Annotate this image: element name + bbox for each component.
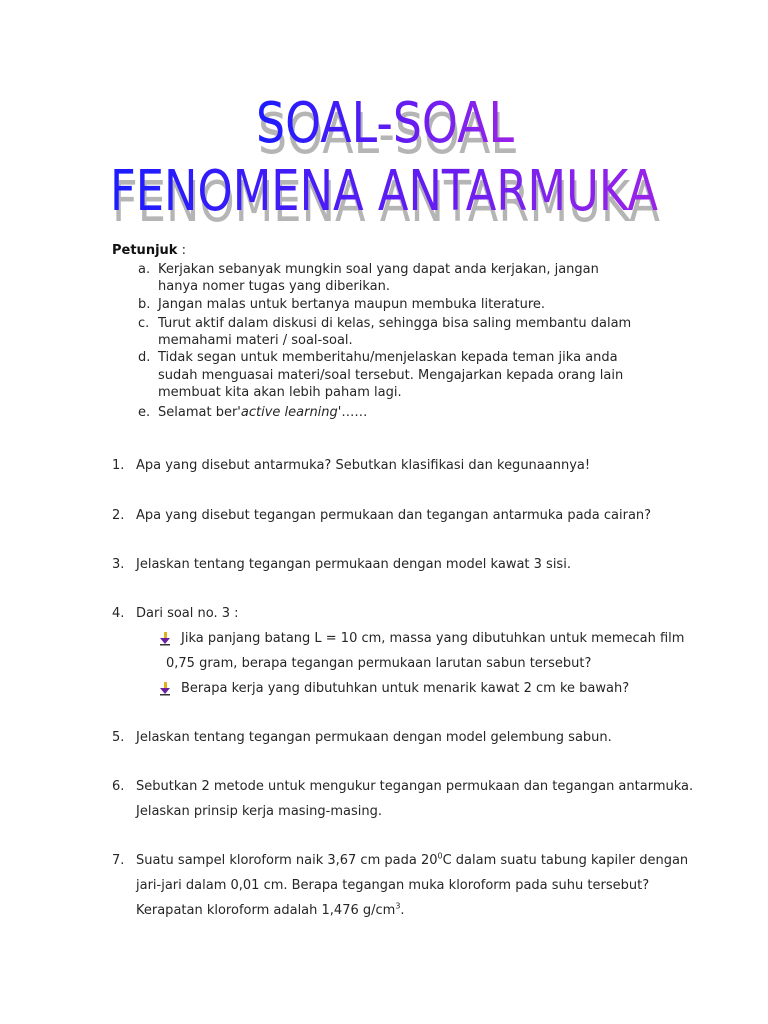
question-text bbox=[136, 903, 405, 919]
item-text: sudah menguasai materi/soal tersebut. Mengajarkan kepada orang lain bbox=[158, 368, 624, 383]
question-number: 4. bbox=[112, 606, 125, 621]
question-text: Jelaskan prinsip kerja masing-masing. bbox=[136, 804, 382, 819]
heading-text: Petunjuk bbox=[112, 243, 178, 258]
cubic-superscript: 3 bbox=[395, 901, 401, 911]
instructions-heading bbox=[112, 243, 186, 259]
question-text: jari-jari dalam 0,01 cm. Berapa tegangan muka kloroform pada suhu tersebut? bbox=[136, 878, 650, 893]
item-prefix: Selamat ber bbox=[158, 405, 238, 420]
question-number: 6. bbox=[112, 779, 125, 794]
q7-text-a: Suatu sampel kloroform naik 3,67 cm pada 20 bbox=[136, 853, 438, 868]
arrow-down-bullet-icon bbox=[159, 682, 171, 696]
item-marker: c. bbox=[138, 316, 150, 331]
sub-question-text: Jika panjang batang L = 10 cm, massa yang dibutuhkan untuk memecah film bbox=[181, 631, 685, 646]
item-text: membuat kita akan lebih paham lagi. bbox=[158, 385, 402, 400]
question-number: 2. bbox=[112, 508, 125, 523]
item-suffix: …… bbox=[341, 405, 368, 420]
item-marker: e. bbox=[138, 405, 151, 420]
degree-superscript: 0 bbox=[437, 851, 443, 861]
title-line1: SOAL-SOAL bbox=[256, 91, 514, 156]
question-text: Jelaskan tentang tegangan permukaan dengan model gelembung sabun. bbox=[136, 730, 612, 745]
item-text: Turut aktif dalam diskusi di kelas, sehingga bisa saling membantu dalam bbox=[158, 316, 632, 331]
item-text: hanya nomer tugas yang diberikan. bbox=[158, 279, 391, 294]
item-marker: b. bbox=[138, 297, 151, 312]
q7-text-b: C dalam suatu tabung kapiler dengan bbox=[442, 853, 689, 868]
item-text: Kerjakan sebanyak mungkin soal yang dapat anda kerjakan, jangan bbox=[158, 262, 599, 277]
item-text: memahami materi / soal-soal. bbox=[158, 333, 353, 348]
item-text: Jangan malas untuk bertanya maupun membuka literature. bbox=[158, 297, 546, 312]
item-marker: d. bbox=[138, 350, 151, 365]
question-text: Apa yang disebut tegangan permukaan dan tegangan antarmuka pada cairan? bbox=[136, 508, 652, 523]
q7-text-d: . bbox=[400, 903, 405, 918]
question-text bbox=[136, 853, 688, 869]
item-text: Tidak segan untuk memberitahu/menjelaskan kepada teman jika anda bbox=[158, 350, 618, 365]
question-number: 1. bbox=[112, 458, 125, 473]
item-italic: 'active learning' bbox=[237, 405, 342, 420]
question-text: Sebutkan 2 metode untuk mengukur tegangan permukaan dan tegangan antarmuka. bbox=[136, 779, 694, 794]
sub-question-text: 0,75 gram, berapa tegangan permukaan larutan sabun tersebut? bbox=[166, 656, 592, 671]
title-wordart bbox=[0, 80, 768, 240]
question-number: 5. bbox=[112, 730, 125, 745]
sub-question-text: Berapa kerja yang dibutuhkan untuk menarik kawat 2 cm ke bawah? bbox=[181, 681, 630, 696]
question-number: 3. bbox=[112, 557, 125, 572]
question-number: 7. bbox=[112, 853, 125, 868]
q7-text-c: Kerapatan kloroform adalah 1,476 g/cm bbox=[136, 903, 396, 918]
title-line2: FENOMENA ANTARMUKA bbox=[110, 159, 658, 224]
question-text: Jelaskan tentang tegangan permukaan dengan model kawat 3 sisi. bbox=[136, 557, 571, 572]
question-text: Apa yang disebut antarmuka? Sebutkan klasifikasi dan kegunaannya! bbox=[136, 458, 591, 473]
arrow-down-bullet-icon bbox=[159, 632, 171, 646]
item-text bbox=[158, 405, 367, 421]
heading-colon: : bbox=[177, 243, 186, 258]
question-text: Dari soal no. 3 : bbox=[136, 606, 239, 621]
item-marker: a. bbox=[138, 262, 151, 277]
